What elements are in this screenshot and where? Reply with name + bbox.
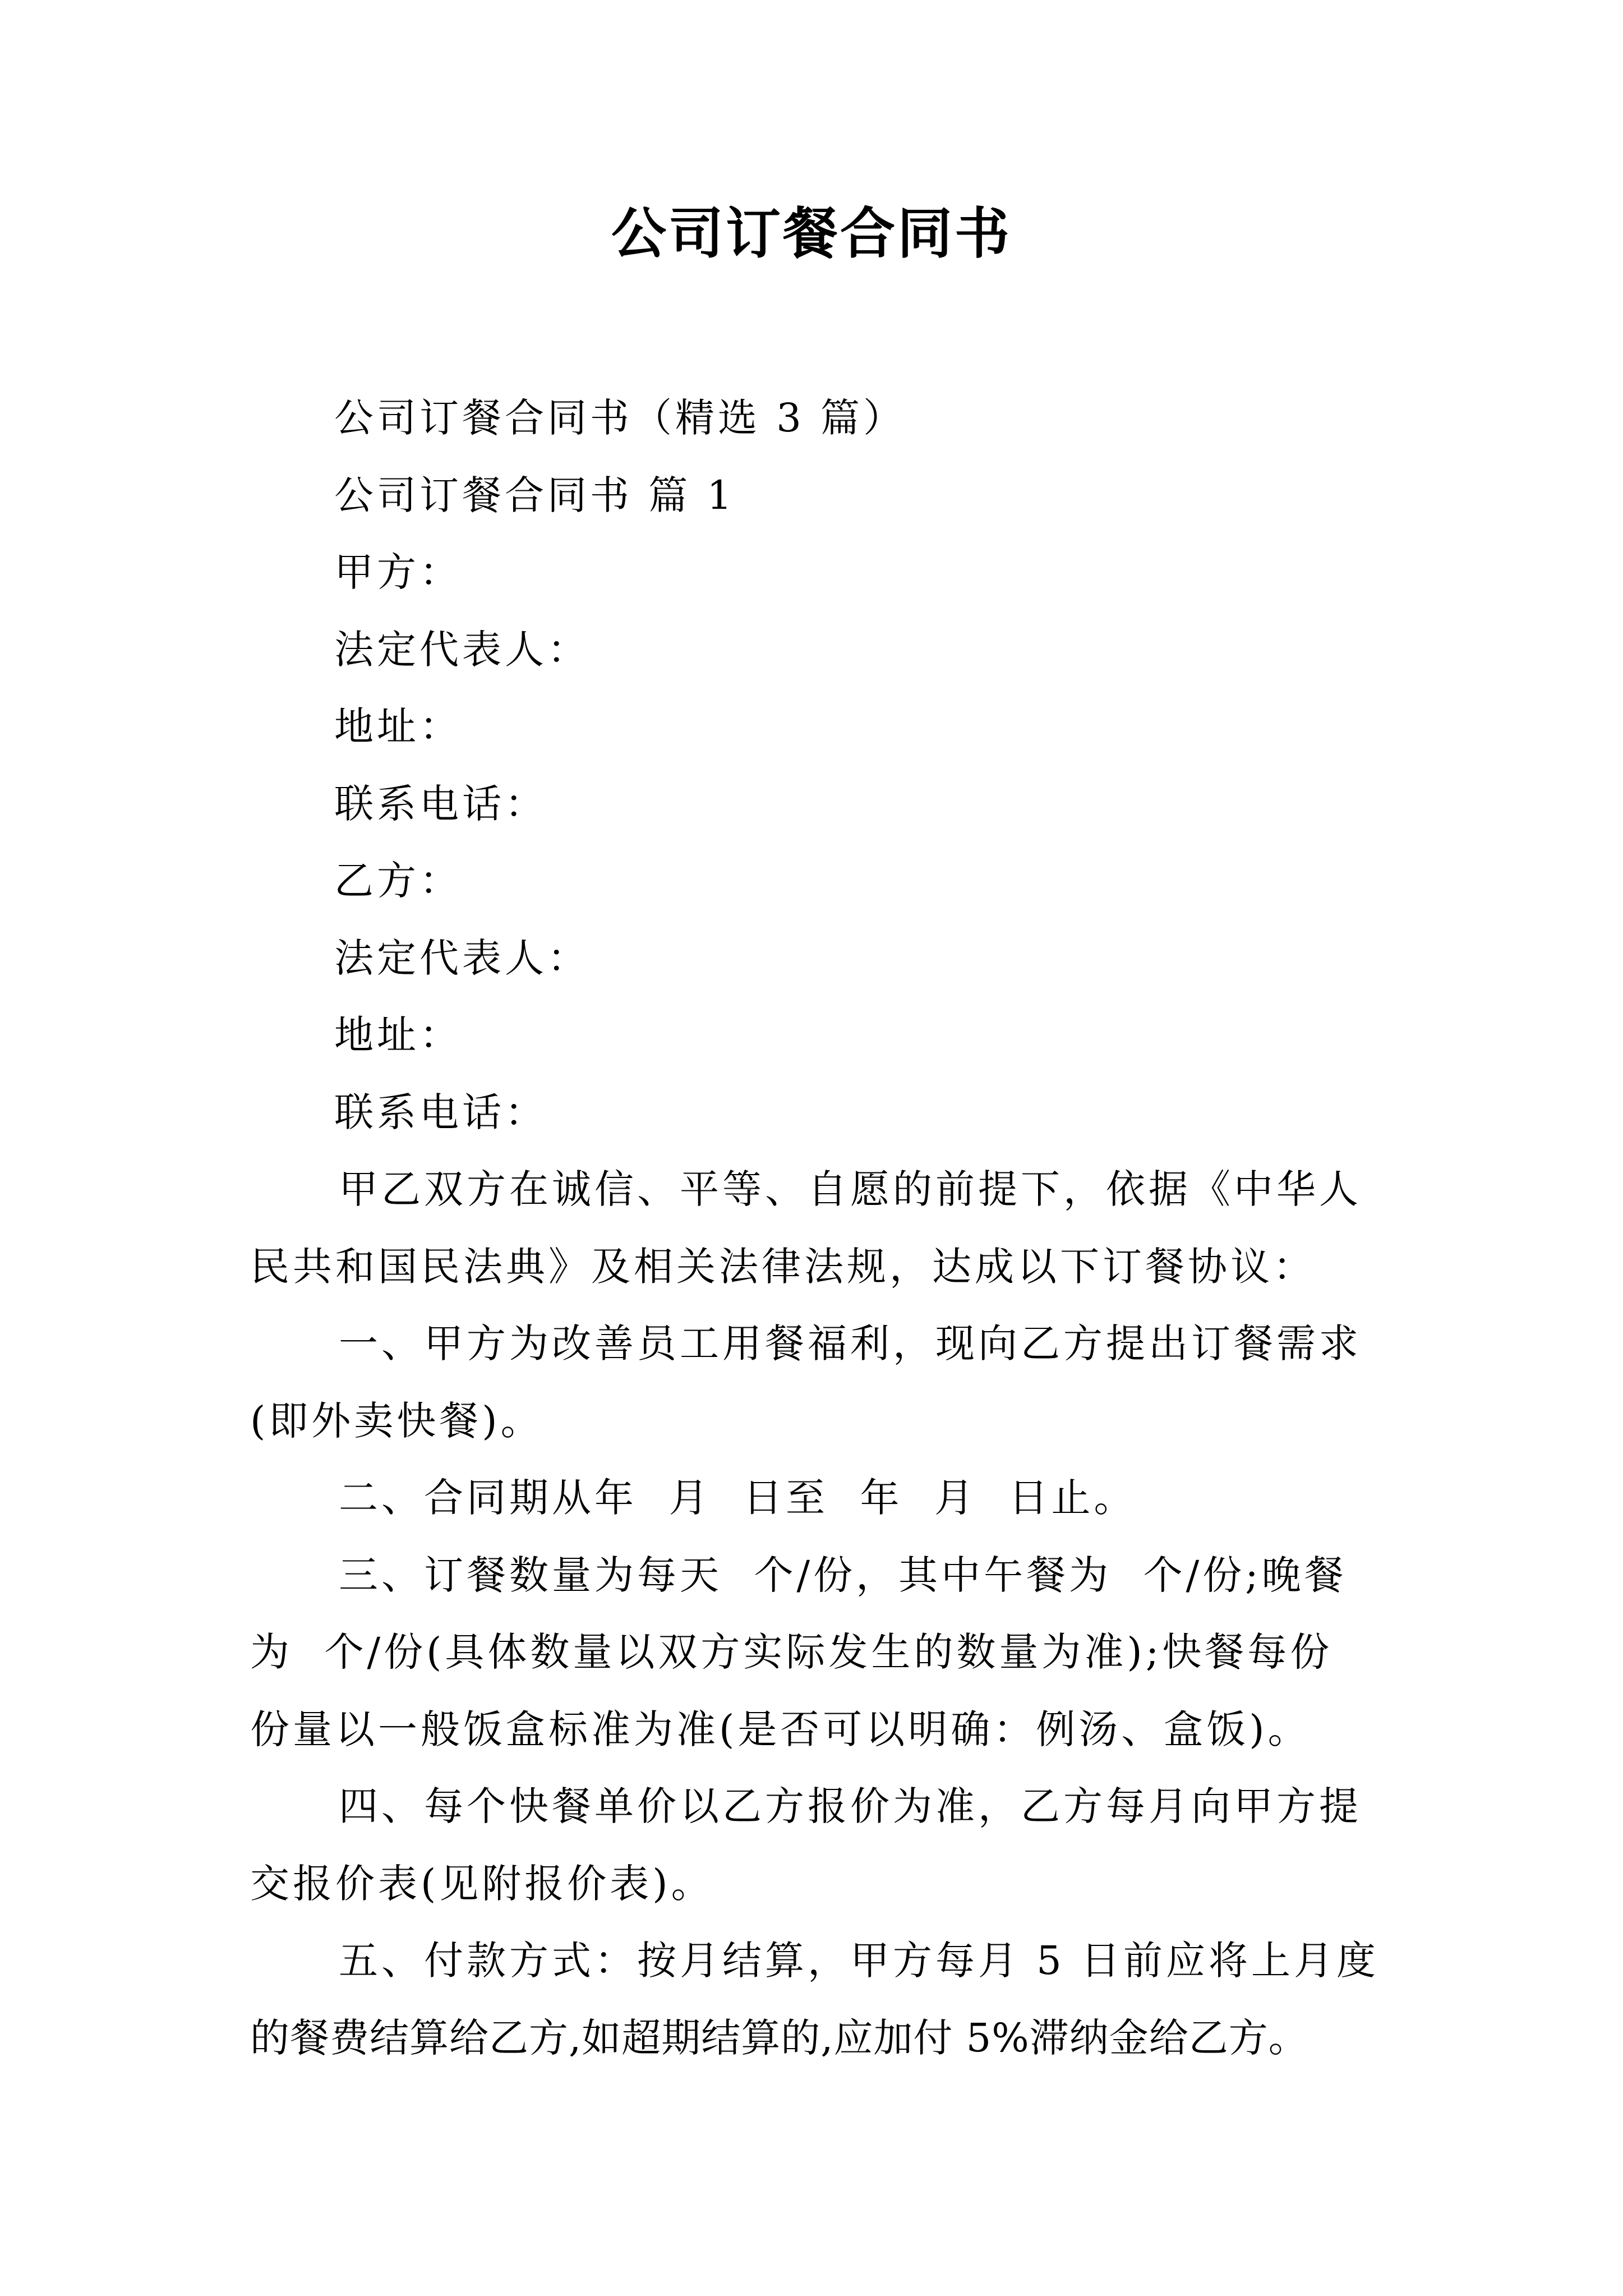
clause-1-line-2: (即外卖快餐)。: [250, 1397, 543, 1444]
party-b-label: 乙方：: [334, 858, 462, 904]
clause-1-line-1: 一、甲方为改善员工用餐福利，现向乙方提出订餐需求: [339, 1320, 1362, 1366]
clause-5-line-2: 的餐费结算给乙方,如超期结算的,应加付 5%滞纳金给乙方。: [250, 2014, 1308, 2061]
party-a-legal-rep: 法定代表人：: [334, 626, 590, 673]
clause-2-paragraph: [250, 1460, 1376, 1537]
clause-1-paragraph: [250, 1305, 1376, 1460]
clause-4-line-1: 四、每个快餐单价以乙方报价为准，乙方每月向甲方提: [339, 1783, 1362, 1829]
party-a-label: 甲方：: [334, 549, 462, 595]
clause-3-paragraph: [250, 1537, 1376, 1769]
clause-4-paragraph: [250, 1768, 1376, 1922]
clause-4-line-2: 交报价表(见附报价表)。: [250, 1860, 714, 1907]
document-subtitle: 公司订餐合同书（精选 3 篇）: [334, 395, 906, 441]
party-b-address: 地址：: [334, 1012, 462, 1058]
document-title: 公司订餐合同书: [611, 202, 1012, 266]
section-heading: 公司订餐合同书 篇 1: [334, 472, 736, 518]
party-b-legal-rep: 法定代表人：: [334, 935, 590, 981]
clause-5-paragraph: [250, 1922, 1380, 2077]
preamble-paragraph: [250, 1151, 1376, 1305]
document-body: [250, 380, 1380, 2077]
preamble-line-2: 民共和国民法典》及相关法律法规，达成以下订餐协议：: [250, 1243, 1316, 1290]
clause-2-line-1: 二、合同期从年 月 日至 年 月 日止。: [339, 1475, 1137, 1521]
party-a-phone: 联系电话：: [334, 780, 547, 827]
party-b-phone: 联系电话：: [334, 1089, 547, 1135]
preamble-line-1: 甲乙双方在诚信、平等、自愿的前提下，依据《中华人: [339, 1166, 1362, 1212]
clause-3-line-1: 三、订餐数量为每天 个/份，其中午餐为 个/份;晚餐: [339, 1552, 1347, 1598]
clause-3-line-2: 为 个/份(具体数量以双方实际发生的数量为准);快餐每份: [250, 1629, 1333, 1675]
clause-3-line-3: 份量以一般饭盒标准为准(是否可以明确：例汤、盒饭)。: [250, 1706, 1311, 1752]
party-a-address: 地址：: [334, 703, 462, 749]
clause-5-line-1: 五、付款方式：按月结算，甲方每月 5 日前应将上月度: [339, 1938, 1380, 1984]
